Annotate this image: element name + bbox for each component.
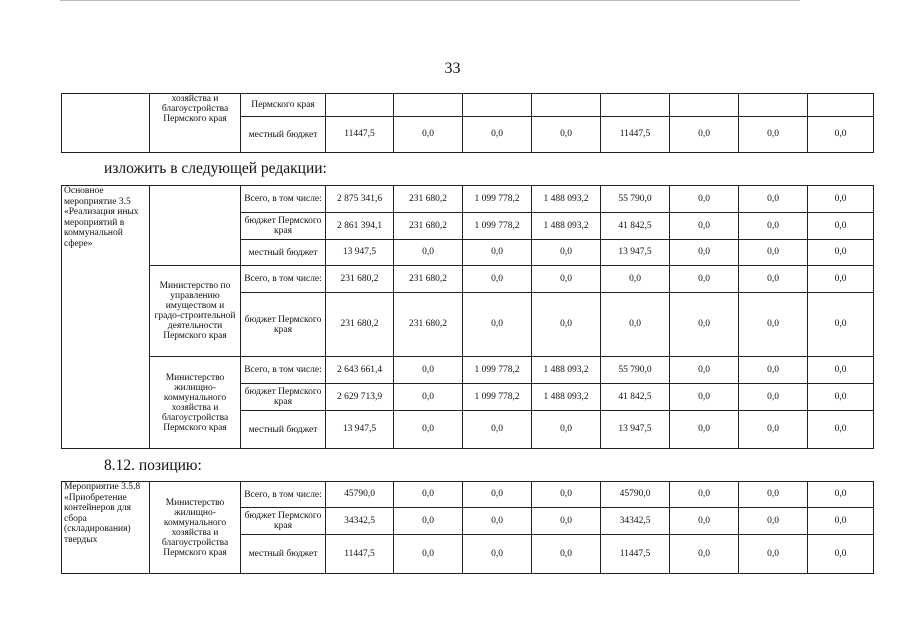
- source-cell: бюджет Пермского края: [241, 213, 326, 240]
- value-cell: 45790,0: [326, 482, 394, 508]
- value-cell: 0,0: [808, 213, 874, 240]
- source-cell: Всего, в том числе:: [241, 357, 326, 384]
- value-cell: 0,0: [601, 293, 670, 357]
- value-cell: 0,0: [739, 357, 808, 384]
- value-cell: 0,0: [463, 266, 532, 293]
- value-cell: 13 947,5: [601, 240, 670, 266]
- value-cell: 1 099 778,2: [463, 213, 532, 240]
- value-cell: 231 680,2: [394, 213, 463, 240]
- source-cell: Всего, в том числе:: [241, 266, 326, 293]
- value-cell: 13 947,5: [326, 240, 394, 266]
- value-cell: 11447,5: [326, 117, 394, 153]
- executor-cell-empty: [150, 186, 241, 266]
- value-cell: 0,0: [739, 117, 808, 153]
- value-cell: 0,0: [463, 240, 532, 266]
- value-cell: 0,0: [808, 117, 874, 153]
- value-cell: 1 099 778,2: [463, 186, 532, 213]
- value-cell: 13 947,5: [601, 411, 670, 449]
- value-cell: [601, 94, 670, 117]
- value-cell: [394, 94, 463, 117]
- value-cell: 0,0: [739, 535, 808, 574]
- source-cell: Всего, в том числе:: [241, 482, 326, 508]
- value-cell: 41 842,5: [601, 384, 670, 411]
- value-cell: 0,0: [394, 508, 463, 535]
- value-cell: 0,0: [532, 508, 601, 535]
- value-cell: 2 629 713,9: [326, 384, 394, 411]
- value-cell: 0,0: [670, 186, 739, 213]
- table-row: [62, 266, 874, 293]
- value-cell: 0,0: [463, 411, 532, 449]
- value-cell: 231 680,2: [394, 186, 463, 213]
- event-cell-empty: [62, 94, 150, 153]
- executor-cell: Министерство по управлению имуществом и градо-строительной деятельности Пермского края: [150, 266, 241, 357]
- value-cell: 0,0: [739, 482, 808, 508]
- value-cell: 0,0: [808, 266, 874, 293]
- value-cell: 0,0: [463, 293, 532, 357]
- value-cell: 2 875 341,6: [326, 186, 394, 213]
- page-number: 33: [444, 60, 461, 77]
- value-cell: 34342,5: [326, 508, 394, 535]
- value-cell: 0,0: [670, 508, 739, 535]
- value-cell: 0,0: [394, 384, 463, 411]
- new-edition-table: [61, 185, 874, 449]
- value-cell: 11447,5: [601, 535, 670, 574]
- value-cell: 0,0: [463, 117, 532, 153]
- value-cell: 13 947,5: [326, 411, 394, 449]
- value-cell: 0,0: [670, 411, 739, 449]
- page-top-edge: [60, 0, 800, 1]
- value-cell: 1 099 778,2: [463, 384, 532, 411]
- value-cell: [326, 94, 394, 117]
- value-cell: 34342,5: [601, 508, 670, 535]
- value-cell: 1 488 093,2: [532, 357, 601, 384]
- value-cell: 231 680,2: [394, 293, 463, 357]
- value-cell: 0,0: [394, 535, 463, 574]
- value-cell: 0,0: [670, 535, 739, 574]
- value-cell: 0,0: [808, 508, 874, 535]
- source-cell: местный бюджет: [241, 535, 326, 574]
- event-cell: Основное мероприятие 3.5 «Реализация иных мероприятий в коммунальной сфере»: [62, 186, 150, 449]
- value-cell: 0,0: [739, 384, 808, 411]
- value-cell: 0,0: [670, 117, 739, 153]
- executor-cell: хозяйства и благоустройства Пермского края: [150, 94, 241, 153]
- source-cell: местный бюджет: [241, 411, 326, 449]
- value-cell: 0,0: [739, 266, 808, 293]
- value-cell: 11447,5: [601, 117, 670, 153]
- value-cell: 0,0: [532, 240, 601, 266]
- value-cell: 0,0: [532, 482, 601, 508]
- source-cell: Пермского края: [241, 94, 326, 117]
- value-cell: 0,0: [739, 508, 808, 535]
- value-cell: 0,0: [601, 266, 670, 293]
- value-cell: 0,0: [739, 240, 808, 266]
- value-cell: [808, 94, 874, 117]
- value-cell: 0,0: [808, 186, 874, 213]
- source-cell: местный бюджет: [241, 240, 326, 266]
- value-cell: 0,0: [808, 357, 874, 384]
- value-cell: 0,0: [670, 357, 739, 384]
- source-cell: местный бюджет: [241, 117, 326, 153]
- value-cell: 0,0: [463, 482, 532, 508]
- value-cell: 0,0: [670, 384, 739, 411]
- heading-position: 8.12. позицию:: [104, 457, 202, 474]
- value-cell: 0,0: [739, 293, 808, 357]
- value-cell: 0,0: [739, 213, 808, 240]
- value-cell: 0,0: [739, 186, 808, 213]
- value-cell: 55 790,0: [601, 186, 670, 213]
- heading-new-edition: изложить в следующей редакции:: [104, 160, 327, 177]
- value-cell: [463, 94, 532, 117]
- value-cell: 0,0: [394, 117, 463, 153]
- value-cell: 55 790,0: [601, 357, 670, 384]
- value-cell: 0,0: [808, 411, 874, 449]
- value-cell: 0,0: [808, 240, 874, 266]
- source-cell: Всего, в том числе:: [241, 186, 326, 213]
- value-cell: 0,0: [808, 482, 874, 508]
- value-cell: [670, 94, 739, 117]
- executor-cell: Министерство жилищно-коммунального хозяйства и благоустройства Пермского края: [150, 482, 241, 574]
- value-cell: 0,0: [670, 266, 739, 293]
- value-cell: 0,0: [394, 411, 463, 449]
- event-cell: Мероприятие 3.5.8 «Приобретение контейнеров для сбора (складирования) твердых: [62, 482, 150, 574]
- value-cell: 1 488 093,2: [532, 213, 601, 240]
- value-cell: 0,0: [463, 535, 532, 574]
- value-cell: 0,0: [532, 117, 601, 153]
- value-cell: 0,0: [808, 293, 874, 357]
- table-row: [62, 482, 874, 508]
- executor-cell: Министерство жилищно-коммунального хозяйства и благоустройства Пермского края: [150, 357, 241, 449]
- source-cell: бюджет Пермского края: [241, 293, 326, 357]
- value-cell: 0,0: [808, 384, 874, 411]
- value-cell: 0,0: [394, 357, 463, 384]
- value-cell: [532, 94, 601, 117]
- value-cell: 0,0: [670, 240, 739, 266]
- value-cell: 0,0: [532, 293, 601, 357]
- table-row: [62, 357, 874, 384]
- value-cell: 0,0: [670, 293, 739, 357]
- value-cell: 0,0: [532, 266, 601, 293]
- value-cell: 231 680,2: [394, 266, 463, 293]
- source-cell: бюджет Пермского края: [241, 384, 326, 411]
- value-cell: 0,0: [463, 508, 532, 535]
- source-cell: бюджет Пермского края: [241, 508, 326, 535]
- value-cell: 0,0: [394, 240, 463, 266]
- value-cell: 1 099 778,2: [463, 357, 532, 384]
- value-cell: 0,0: [532, 411, 601, 449]
- position-table: [61, 481, 874, 574]
- value-cell: 1 488 093,2: [532, 186, 601, 213]
- value-cell: 2 643 661,4: [326, 357, 394, 384]
- value-cell: 2 861 394,1: [326, 213, 394, 240]
- value-cell: 0,0: [739, 411, 808, 449]
- value-cell: 0,0: [670, 482, 739, 508]
- table-row: [62, 186, 874, 213]
- value-cell: 231 680,2: [326, 266, 394, 293]
- value-cell: 41 842,5: [601, 213, 670, 240]
- continuation-table: [61, 93, 874, 153]
- value-cell: 231 680,2: [326, 293, 394, 357]
- value-cell: 0,0: [532, 535, 601, 574]
- value-cell: 0,0: [394, 482, 463, 508]
- value-cell: 11447,5: [326, 535, 394, 574]
- value-cell: 0,0: [670, 213, 739, 240]
- value-cell: 1 488 093,2: [532, 384, 601, 411]
- table-row: [62, 94, 874, 117]
- value-cell: 45790,0: [601, 482, 670, 508]
- value-cell: 0,0: [808, 535, 874, 574]
- value-cell: [739, 94, 808, 117]
